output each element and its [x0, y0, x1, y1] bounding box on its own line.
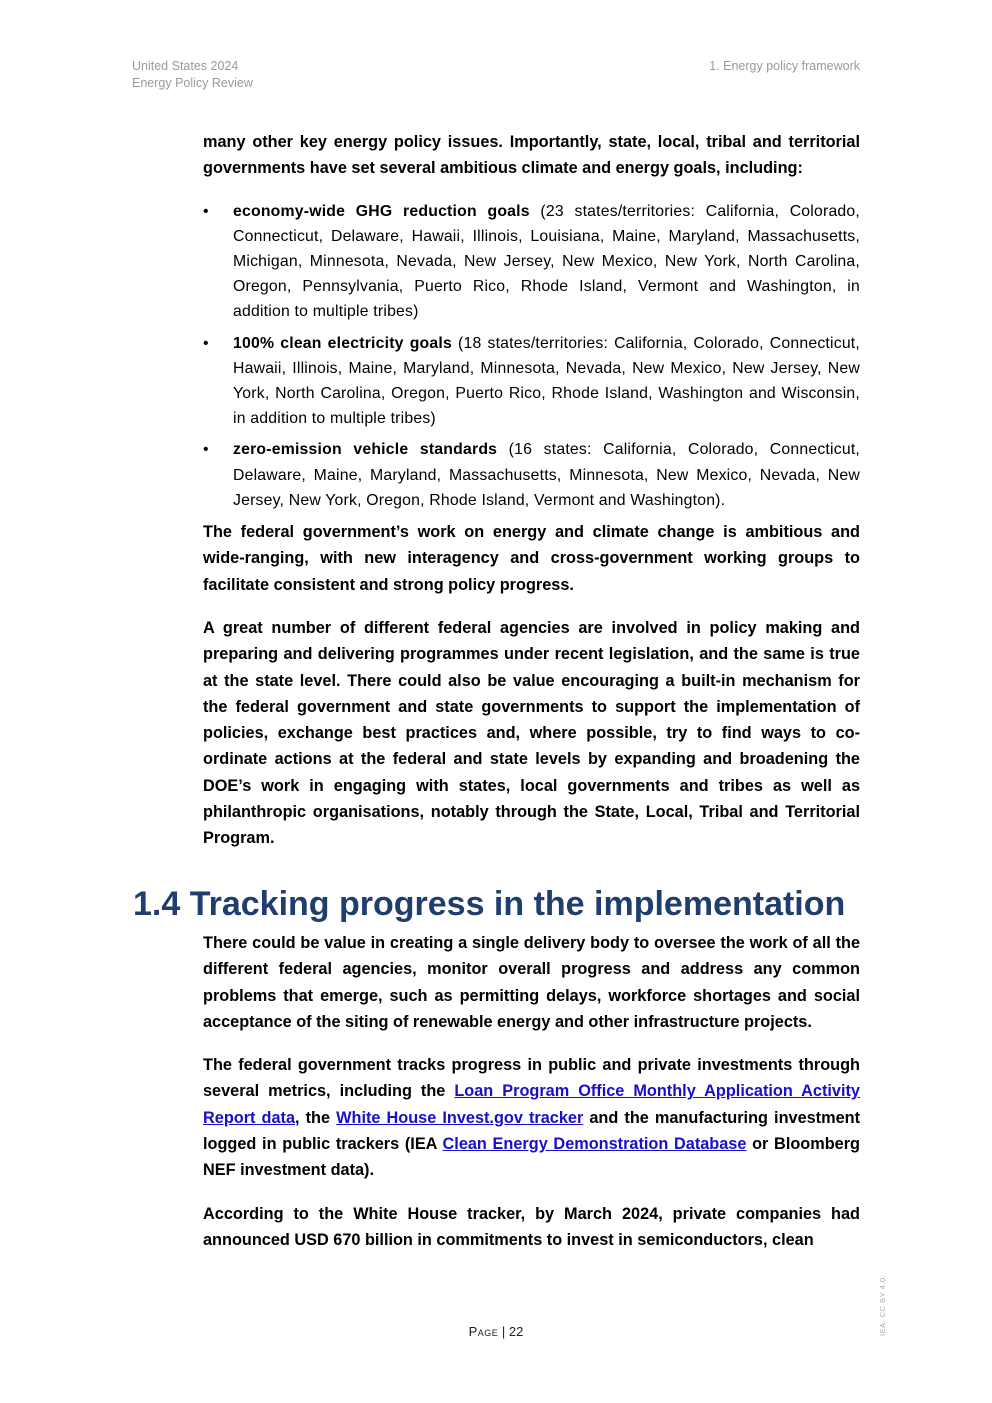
list-item — [203, 437, 860, 513]
page-number: 22 — [508, 1324, 524, 1339]
federal-work-paragraph: The federal government’s work on energy and climate change is ambitious and wide-ranging, with new interagency and cross-government working groups to facilitate consistent and strong policy progress. — [203, 523, 860, 594]
license-credit — [878, 1272, 890, 1336]
list-item-title: 100% clean electricity goals — [233, 334, 452, 352]
bullet-icon: • — [203, 202, 209, 220]
white-house-tracker-paragraph: According to the White House tracker, by March 2024, private companies had announced USD 670 billion in commitments to invest in semiconductors, clean — [203, 1204, 860, 1249]
section-heading: 1.4 Tracking progress in the implementation — [133, 885, 846, 923]
loan-program-report-link[interactable]: Loan Program Office Monthly Application Activity Report data — [203, 1082, 860, 1127]
document-header-left — [132, 58, 253, 92]
tracking-paragraph — [203, 1052, 860, 1183]
page-footer — [0, 1324, 992, 1339]
bullet-icon: • — [203, 441, 209, 459]
list-item-title: economy-wide GHG reduction goals — [233, 202, 530, 220]
tracking-text-1: The federal government tracks progress in public and private investments through several metrics, including the — [203, 1056, 860, 1101]
delivery-body-paragraph: There could be value in creating a single delivery body to oversee the work of all the different federal agencies, monitor overall progress and address any common problems that emerge, such as permitting delays, workforce shortages and social acceptance of the siting of renewable energy and other infrastructure projects. — [203, 934, 860, 1031]
list-item-text: (16 states: California, Colorado, Connecticut, Delaware, Maine, Maryland, Massachusetts, Minnesota, New Mexico, Nevada, New Jersey, New York, Oregon, Rhode Island, Vermont and Washington). — [233, 441, 860, 509]
intro-paragraph: many other key energy policy issues. Importantly, state, local, tribal and territorial governments have set several ambitious climate and energy goals, including: — [203, 133, 860, 178]
header-chapter-title: 1. Energy policy framework — [709, 59, 860, 73]
main-content — [203, 129, 860, 869]
list-item-text: (23 states/territories: California, Colorado, Connecticut, Delaware, Hawaii, Illinois, Louisiana, Maine, Maryland, Massachusetts, Michigan, Minnesota, Nevada, New Jersey, New Mexico, New York, North Carolina, Oregon, Pennsylvania, Puerto Rico, Rhode Island, Vermont and Washington, in addition to multiple tribes) — [233, 202, 860, 321]
bullet-icon: • — [203, 334, 209, 352]
demonstration-database-link[interactable]: Clean Energy Demonstration Database — [442, 1135, 747, 1154]
page-separator: | — [498, 1324, 509, 1339]
list-item-title: zero-emission vehicle standards — [233, 441, 498, 459]
list-item-text: (18 states/territories: California, Colorado, Connecticut, Hawaii, Illinois, Maine, Maryland, Minnesota, Nevada, New Mexico, New Jersey, New York, North Carolina, Oregon, Puerto Rico, Rhode Island, Washington and Wisconsin, in addition to multiple tribes) — [233, 334, 860, 428]
license-credit-text: IEA. CC BY 4.0. — [878, 1274, 887, 1336]
header-report-subtitle: Energy Policy Review — [132, 76, 253, 90]
section-content — [203, 930, 860, 1270]
tracking-text-3: and the manufacturing investment logged in public trackers (IEA — [203, 1108, 861, 1154]
list-item — [203, 331, 860, 432]
invest-gov-tracker-link[interactable]: White House Invest.gov tracker — [336, 1108, 584, 1127]
goals-list — [203, 199, 860, 513]
list-item — [203, 199, 860, 325]
federal-agencies-paragraph: A great number of different federal agencies are involved in policy making and preparing and delivering programmes under recent legislation, and the same is true at the state level. There could also be value encouraging a built-in mechanism for the federal government and state governments to support the implementation of policies, exchange best practices and, where possible, try to find ways to co-ordinate actions at the federal and state levels by expanding and broadening the DOE’s work in engaging with states, local governments and tribes as well as philanthropic organisations, notably through the State, Local, Tribal and Territorial Program. — [203, 618, 860, 848]
tracking-text-2: , the — [295, 1108, 337, 1127]
header-report-title: United States 2024 — [132, 59, 239, 73]
page-label: Page — [468, 1324, 499, 1339]
tracking-text-4: or Bloomberg NEF investment data). — [203, 1135, 860, 1180]
